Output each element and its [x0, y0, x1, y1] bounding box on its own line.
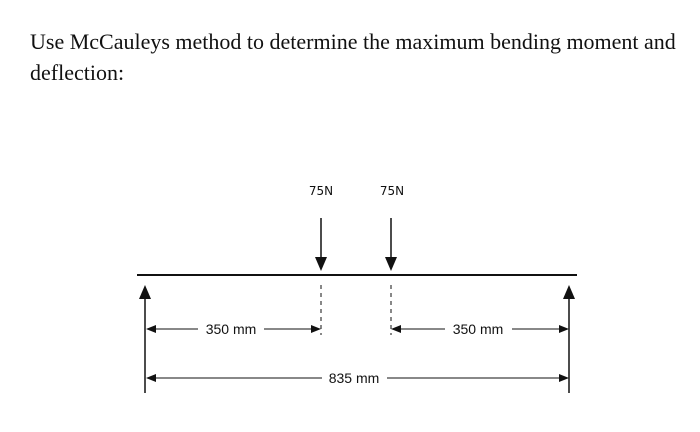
load-arrow-left	[315, 218, 327, 271]
dimension-label-right: 350 mm	[452, 321, 504, 337]
load-arrow-right	[385, 218, 397, 271]
load-label-right: 75N	[379, 184, 405, 198]
dimension-label-total: 835 mm	[328, 370, 380, 386]
question-text: Use McCauleys method to determine the maximum bending moment and deflection:	[30, 29, 676, 85]
load-label-left: 75N	[308, 184, 334, 198]
dimension-label-left: 350 mm	[205, 321, 257, 337]
